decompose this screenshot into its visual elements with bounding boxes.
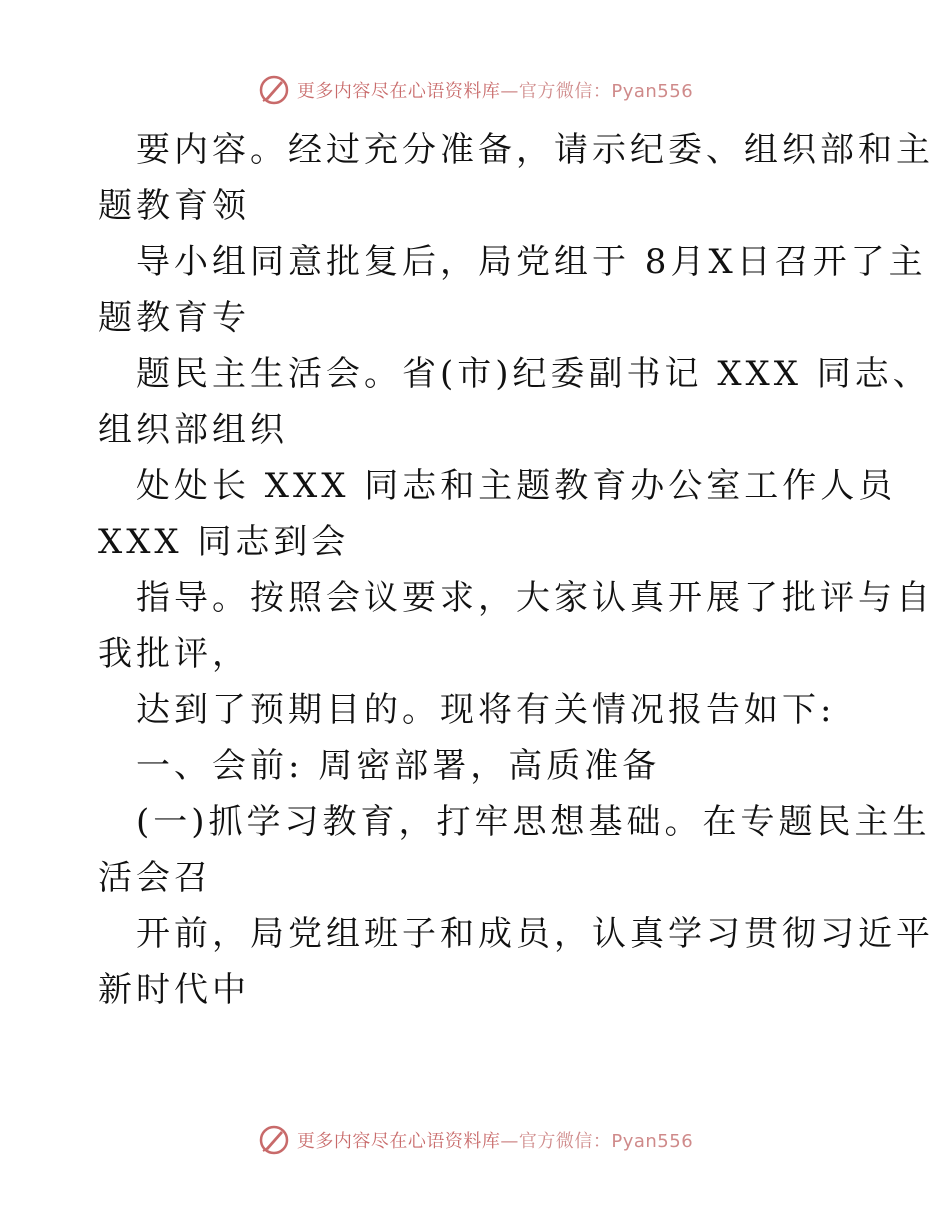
watermark-text xyxy=(297,77,693,103)
text-line: 组织部组织 xyxy=(98,410,288,450)
text-line: 指导。按照会议要求，大家认真开展了批评与自 xyxy=(136,578,934,618)
watermark-separator: — xyxy=(500,1131,519,1152)
watermark-contact: 官方微信：Pyan556 xyxy=(518,81,694,102)
text-line: 导小组同意批复后，局党组于 8月X日召开了主 xyxy=(136,242,927,282)
watermark-separator: — xyxy=(500,81,519,102)
section-heading: 一、会前: 周密部署，高质准备 xyxy=(136,746,661,786)
header-watermark xyxy=(0,70,950,110)
watermark-brand: 更多内容尽在心语资料库 xyxy=(296,1131,501,1152)
text-line: 达到了预期目的。现将有关情况报告如下: xyxy=(136,690,836,730)
text-line: 开前，局党组班子和成员，认真学习贯彻习近平 xyxy=(136,914,934,954)
text-line: 处处长 XXX 同志和主题教育办公室工作人员 xyxy=(136,466,897,506)
watermark-contact: 官方微信：Pyan556 xyxy=(518,1131,694,1152)
text-line: 活会召 xyxy=(98,858,212,898)
feather-pen-logo-icon xyxy=(257,73,291,107)
watermark-brand: 更多内容尽在心语资料库 xyxy=(296,81,501,102)
text-line: 要内容。经过充分准备，请示纪委、组织部和主 xyxy=(136,130,934,170)
text-line: 题教育专 xyxy=(98,298,250,338)
text-line: XXX 同志到会 xyxy=(98,522,350,562)
watermark-text xyxy=(297,1127,693,1153)
footer-watermark xyxy=(0,1120,950,1160)
text-line: 新时代中 xyxy=(98,970,250,1010)
text-line: 我批评， xyxy=(98,634,250,674)
text-line: 题教育领 xyxy=(98,186,250,226)
text-line: 题民主生活会。省(市)纪委副书记 XXX 同志、 xyxy=(136,354,931,394)
feather-pen-logo-icon xyxy=(257,1123,291,1157)
document-body xyxy=(98,122,934,1018)
text-line: (一)抓学习教育，打牢思想基础。在专题民主生 xyxy=(136,802,931,842)
